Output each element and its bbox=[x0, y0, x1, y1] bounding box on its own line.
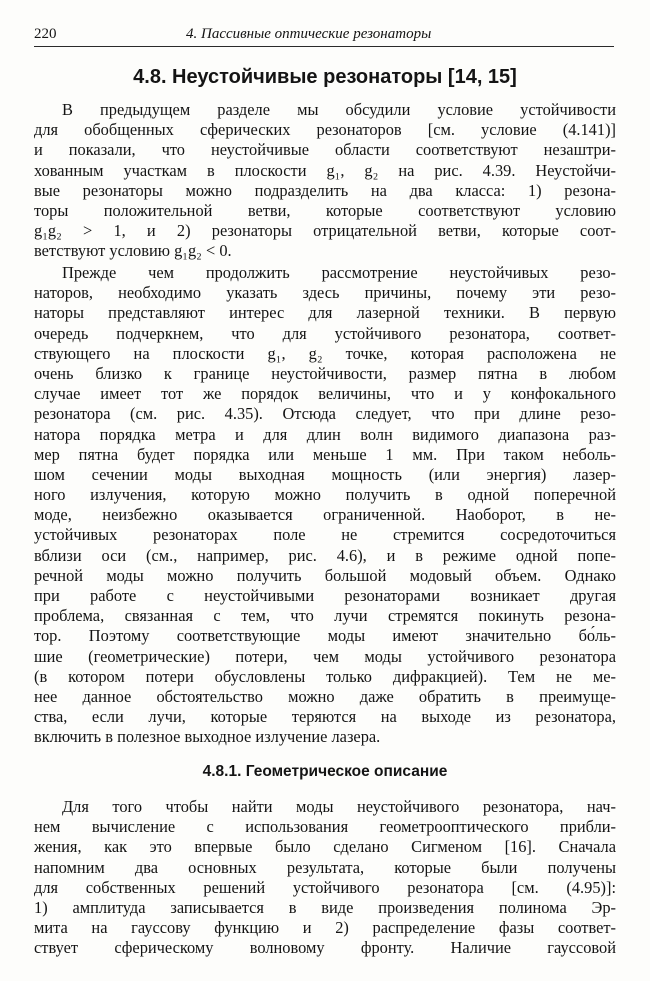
text-line: и показали, что неустойчивые области соответствуют незаштри- bbox=[34, 140, 616, 160]
text-line: напомним два основных результата, которые были получены bbox=[34, 857, 616, 877]
text-line: натора порядка метра и для длин волн видимого диапазона раз- bbox=[34, 424, 616, 444]
text-line: при работе с неустойчивыми резонаторами возникает другая bbox=[34, 586, 616, 605]
text-line: случае имеет тот же порядок величины, что и у конфокального bbox=[34, 384, 616, 404]
running-head bbox=[34, 24, 614, 47]
text-line: нем вычисление с использования геометрооптического прибли- bbox=[34, 817, 616, 837]
page-number: 220 bbox=[34, 26, 57, 42]
text-line: В предыдущем разделе мы обсудили условие устойчивости bbox=[62, 100, 616, 119]
text-line: жения, как это впервые было сделано Сигменом [16]. Сначала bbox=[34, 837, 616, 857]
text-line: наторы представляют интерес для лазерной техники. В первую bbox=[34, 303, 616, 323]
section-title: 4.8. Неустойчивые резонаторы [14, 15] bbox=[133, 66, 517, 88]
text-line: для собственных решений устойчивого резонатора [см. (4.95)]: bbox=[34, 877, 616, 897]
text-line: торы положительной ветви, которые соответствуют условию bbox=[34, 200, 616, 220]
paragraph bbox=[34, 100, 616, 262]
text-line: хованным участкам в плоскости g₁, g₂ на рис. 4.39. Неустойчи- bbox=[34, 160, 616, 180]
text-line: ствует сферическому волновому фронту. Наличие гауссовой bbox=[34, 938, 616, 958]
text-line: шие (геометрические) потери, чем моды устойчивого резонатора bbox=[34, 646, 616, 666]
text-line: Прежде чем продолжить рассмотрение неустойчивых резо- bbox=[62, 263, 616, 282]
text-line: проблема, связанная с тем, что лучи стремятся покинуть резона- bbox=[34, 606, 616, 626]
text-line: (в котором потери обусловлены только дифракцией). Тем не ме- bbox=[34, 666, 616, 686]
text-line: тор. Поэтому соответствующие моды имеют значительно бо́ль- bbox=[34, 626, 616, 646]
chapter-title: 4. Пассивные оптические резонаторы bbox=[186, 26, 432, 42]
text-line: мита на гауссову функцию и 2) распределение фазы соответ- bbox=[34, 918, 616, 938]
text-line: ного излучения, которую можно получить в одной поперечной bbox=[34, 485, 616, 505]
text-line: очередь подчеркнем, что для устойчивого резонатора, соответ- bbox=[34, 323, 616, 343]
text-line: ства, если лучи, которые теряются на выходе из резонатора, bbox=[34, 707, 616, 727]
text-line: вблизи оси (см., например, рис. 4.6), и в режиме одной попе- bbox=[34, 545, 616, 565]
text-line: шом сечении моды выходная мощность (или энергия) лазер- bbox=[34, 464, 616, 484]
text-line: 1) амплитуда записывается в виде произведения полинома Эр- bbox=[34, 897, 616, 917]
text-line: наторов, необходимо указать здесь причины, почему эти резо- bbox=[34, 283, 616, 303]
paragraph bbox=[34, 263, 616, 748]
text-line: нее данное обстоятельство можно даже обратить в преимуще- bbox=[34, 686, 616, 706]
text-line: Для того чтобы найти моды неустойчивого резонатора, нач- bbox=[62, 797, 616, 816]
text-line: для обобщенных сферических резонаторов [см. условие (4.141)] bbox=[34, 120, 616, 140]
text-line: включить в полезное выходное излучение лазера. bbox=[34, 727, 381, 747]
text-line: резонатора (см. рис. 4.35). Отсюда следует, что при длине резо- bbox=[34, 404, 616, 424]
text-line: очень близко к границе неустойчивости, размер пятна в любом bbox=[34, 363, 616, 383]
text-line: мер пятна будет порядка или меньше 1 мм. При таком неболь- bbox=[34, 444, 616, 464]
text-line: g₁g₂ > 1, и 2) резонаторы отрицательной ветви, которые соот- bbox=[34, 221, 616, 241]
subsection-title: 4.8.1. Геометрическое описание bbox=[202, 763, 448, 780]
paragraph bbox=[34, 797, 616, 959]
text-line: моде, неизбежно оказывается ограниченной. Наоборот, в не- bbox=[34, 505, 616, 525]
text-line: вые резонаторы можно подразделить на два класса: 1) резона- bbox=[34, 180, 616, 200]
text-line: ствующего на плоскости g₁, g₂ точке, которая расположена не bbox=[34, 343, 616, 363]
text-line: ветствуют условию g₁g₂ < 0. bbox=[34, 241, 232, 261]
text-line: речной моды можно получить большой модовый объем. Однако bbox=[34, 565, 616, 585]
text-line: устойчивых резонаторах поле не стремится сосредоточиться bbox=[34, 525, 616, 545]
